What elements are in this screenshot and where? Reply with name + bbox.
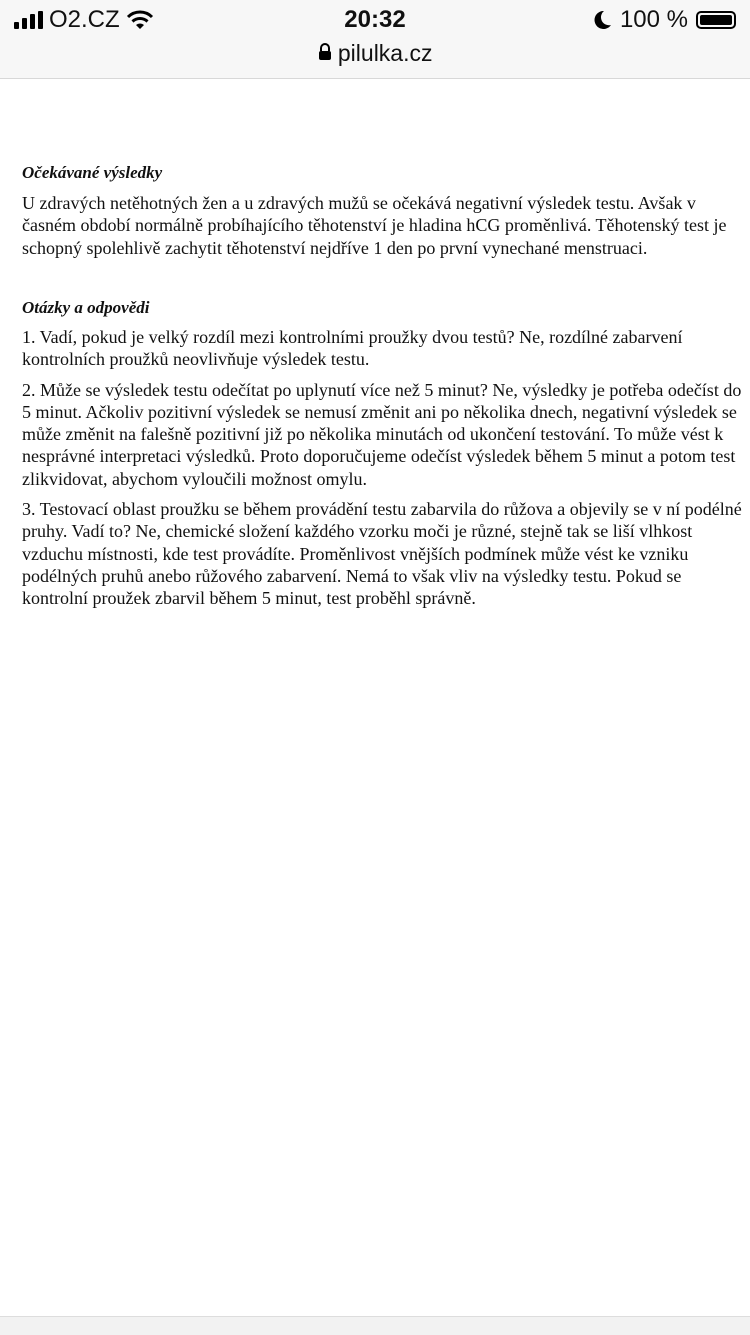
carrier-name: O2.CZ: [49, 6, 120, 33]
section-expected-results: [22, 162, 750, 259]
browser-status-bar: [0, 0, 750, 79]
text-line: pruhy. Vadí to? Ne, chemické složení každého vzorku moči je různé, stejně tak se liší vlhkost: [22, 521, 693, 542]
text-line: 2. Může se výsledek testu odečítat po uplynutí více než 5 minut? Ne, výsledky je potřeba odečíst do: [22, 379, 742, 400]
faq-item-1: [22, 326, 750, 371]
battery-icon: [696, 11, 736, 29]
moon-icon: [594, 10, 612, 30]
paragraph: [22, 192, 750, 259]
text-line: vzduchu místnosti, kde test provádíte. Proměnlivost vnějších podmínek může vést ke vzniku: [22, 543, 689, 564]
browser-bottom-bar: [0, 1316, 750, 1335]
status-right: [594, 6, 736, 34]
text-line: nesprávné interpretaci výsledků. Proto doporučujeme odečíst výsledek během 5 minut a potom test: [22, 446, 736, 467]
section-heading: Očekávané výsledky: [22, 163, 163, 182]
text-line: U zdravých netěhotných žen a u zdravých mužů se očekává negativní výsledek testu. Avšak v: [22, 193, 696, 213]
section-faq: [22, 297, 750, 610]
text-line: podélných pruhů anebo růžového zabarvení. Nemá to však vliv na výsledky testu. Pokud se: [22, 565, 682, 586]
text-line: zlikvidovat, abychom vyloučili možnost omylu.: [22, 468, 367, 489]
url-text: pilulka.cz: [337, 40, 433, 66]
text-line: kontrolních proužků neovlivňuje výsledek testu.: [22, 349, 370, 370]
clock: 20:32: [344, 6, 406, 33]
text-line: časném období normálně probíhajícího těhotenství je hladina hCG proměnlivá. Těhotenský test je: [22, 215, 727, 236]
faq-item-2: [22, 379, 750, 490]
text-line: schopný spolehlivě zachytit těhotenství nejdříve 1 den po první vynechané menstruaci.: [22, 237, 648, 258]
text-line: 1. Vadí, pokud je velký rozdíl mezi kontrolními proužky dvou testů? Ne, rozdílné zabarvení: [22, 327, 683, 347]
address-bar[interactable]: [0, 40, 750, 67]
text-line: kontrolní proužek zbarvil během 5 minut, test proběhl správně.: [22, 588, 476, 609]
faq-item-3: [22, 498, 750, 609]
lock-icon: [318, 43, 332, 61]
battery-percent: 100 %: [619, 6, 688, 33]
text-line: 3. Testovací oblast proužku se během provádění testu zabarvila do růžova a objevily se v ní podélné: [22, 499, 742, 520]
section-heading: Otázky a odpovědi: [22, 298, 150, 317]
text-line: 5 minut. Ačkoliv pozitivní výsledek se nemusí změnit ani po několika dnech, negativní výsledek se: [22, 401, 737, 422]
text-line: může změnit na falešně pozitivní již po několika minutách od ukončení testování. To může vést k: [22, 424, 724, 445]
